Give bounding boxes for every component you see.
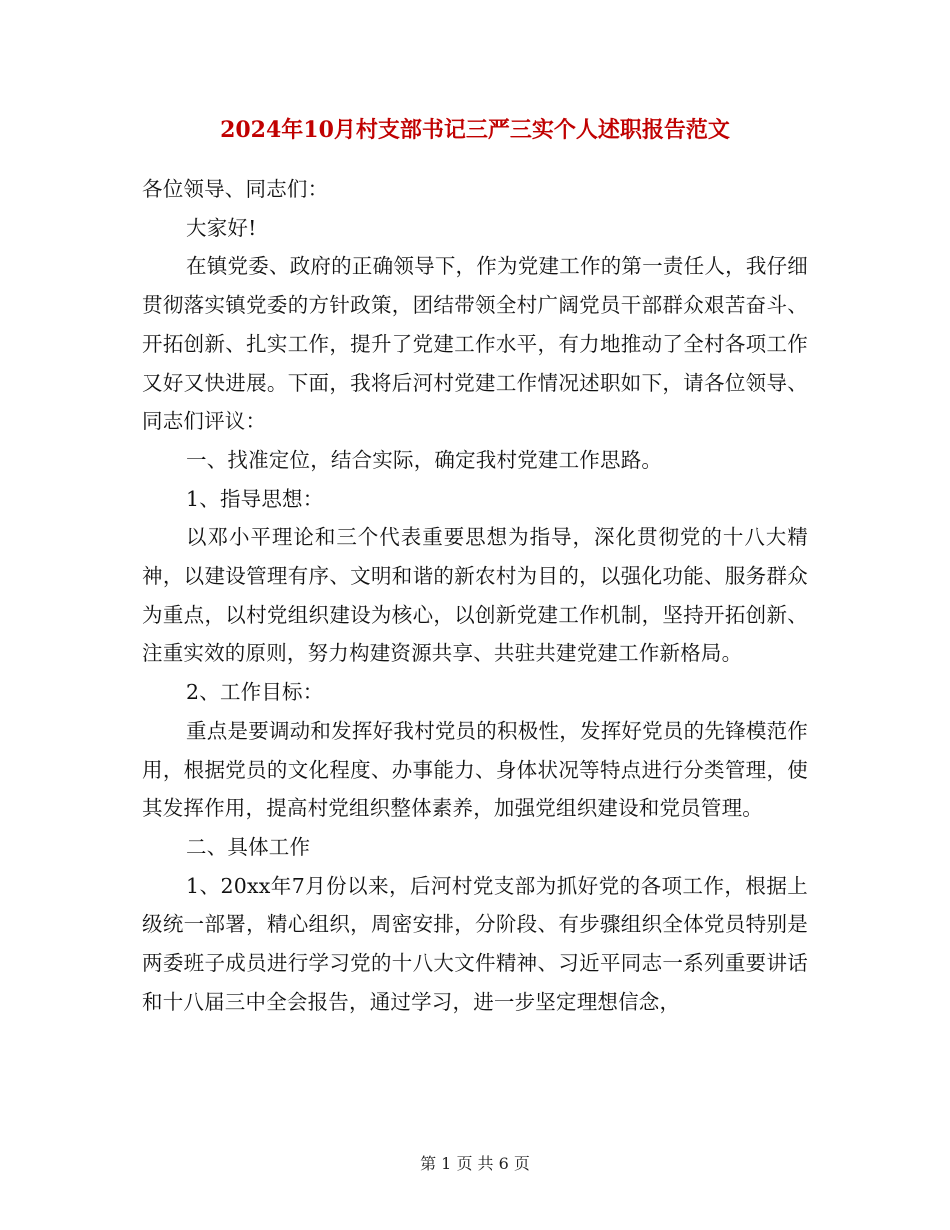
- document-title: 2024年10月村支部书记三严三实个人述职报告范文: [220, 117, 730, 143]
- section-heading-2: 二、具体工作: [186, 834, 311, 859]
- paragraph-guiding-ideology: 以邓小平理论和三个代表重要思想为指导，深化贯彻党的十八大精神，以建设管理有序、文明和谐的新农村为目的，以强化功能、服务群众为重点，以村党组织建设为核心，以创新党建工作机制，坚持开拓创新、注重实效的原则，努力构建资源共享、共驻共建党建工作新格局。: [142, 525, 808, 666]
- greeting: 大家好!: [186, 215, 257, 240]
- document-body: [142, 170, 808, 1021]
- paragraph-intro: 在镇党委、政府的正确领导下，作为党建工作的第一责任人，我仔细贯彻落实镇党委的方针政策，团结带领全村广阔党员干部群众艰苦奋斗、开拓创新、扎实工作，提升了党建工作水平，有力地推动了全村各项工作又好又快进展。下面，我将后河村党建工作情况述职如下，请各位领导、同志们评议：: [142, 254, 808, 434]
- salutation: 各位领导、同志们：: [142, 177, 329, 201]
- paragraph-specific-work-1: 1、20xx年7月份以来，后河村党支部为抓好党的各项工作，根据上级统一部署，精心组织，周密安排，分阶段、有步骤组织全体党员特别是两委班子成员进行学习党的十八大文件精神、习近平同志一系列重要讲话和十八届三中全会报告，通过学习，进一步坚定理想信念，: [142, 873, 808, 1014]
- subheading-guiding-ideology: 1、指导思想：: [186, 486, 324, 511]
- subheading-work-goals: 2、工作目标：: [186, 680, 324, 705]
- page-number-footer: 第 1 页 共 6 页: [420, 1154, 530, 1173]
- section-heading-1: 一、找准定位，结合实际，确定我村党建工作思路。: [186, 447, 663, 472]
- paragraph-work-goals: 重点是要调动和发挥好我村党员的积极性，发挥好党员的先锋模范作用，根据党员的文化程度、办事能力、身体状况等特点进行分类管理，使其发挥作用，提高村党组织整体素养，加强党组织建设和党员管理。: [142, 718, 808, 821]
